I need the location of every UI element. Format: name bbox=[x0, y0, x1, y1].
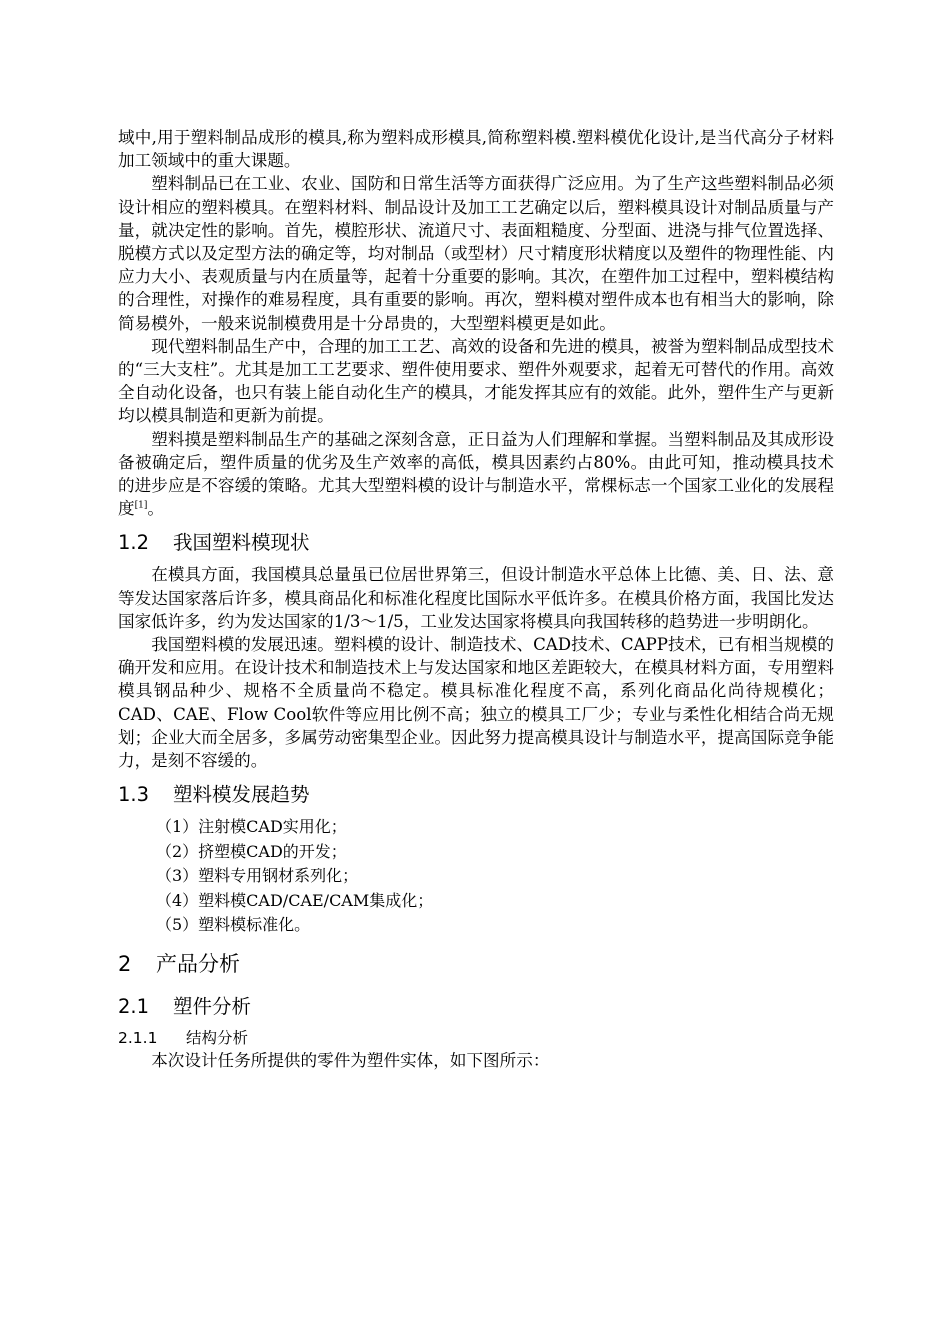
intro-paragraph-1: 域中,用于塑料制品成形的模具,称为塑料成形模具,简称塑料模.塑料模优化设计,是当代高分子材料加工领域中的重大课题。 bbox=[118, 128, 834, 171]
section-heading-1-2 bbox=[118, 530, 834, 556]
chapter-heading-2 bbox=[118, 950, 834, 978]
section-heading-2-1 bbox=[118, 994, 834, 1020]
trend-list bbox=[118, 815, 834, 938]
list-item: （4）塑料模CAD/CAE/CAM集成化； bbox=[156, 890, 434, 910]
section-number: 1.2 bbox=[118, 531, 150, 555]
section-heading-1-3 bbox=[118, 782, 834, 808]
document-page bbox=[118, 126, 834, 1072]
section-title: 塑件分析 bbox=[173, 994, 252, 1018]
chapter-title: 产品分析 bbox=[156, 951, 240, 976]
subsection-title: 结构分析 bbox=[186, 1028, 249, 1047]
section-number: 1.3 bbox=[118, 783, 150, 807]
subsection-number: 2.1.1 bbox=[118, 1028, 158, 1047]
list-item: （5）塑料模标准化。 bbox=[156, 915, 311, 935]
intro-paragraph-3: 现代塑料制品生产中，合理的加工工艺、高效的设备和先进的模具，被誉为塑料制品成型技术的“三大支柱”。尤其是加工工艺要求、塑件使用要求、塑件外观要求，起着无可替代的作用。高效全自动化设备，也只有装上能自动化生产的模具，才能发挥其应有的效能。此外，塑件生产与更新均以模具制造和更新为前提。 bbox=[118, 336, 834, 426]
list-item: （3）塑料专用钢材系列化； bbox=[156, 866, 359, 886]
section-number: 2.1 bbox=[118, 994, 150, 1018]
section-1-2-paragraph-1: 在模具方面，我国模具总量虽已位居世界第三，但设计制造水平总体上比德、美、日、法、意等发达国家落后许多，模具商品化和标准化程度比国际水平低许多。在模具价格方面，我国比发达国家低许多，约为发达国家的1/3～1/5，工业发达国家将模具向我国转移的趋势进一步明朗化。 bbox=[118, 565, 834, 631]
section-2-1-1-paragraph: 本次设计任务所提供的零件为塑件实体，如下图所示： bbox=[151, 1050, 550, 1070]
section-title: 我国塑料模现状 bbox=[173, 531, 310, 555]
section-title: 塑料模发展趋势 bbox=[173, 783, 310, 807]
list-item: （1）注射模CAD实用化； bbox=[156, 817, 347, 837]
section-1-2-paragraph-2: 我国塑料模的发展迅速。塑料模的设计、制造技术、CAD技术、CAPP技术，已有相当规模的确开发和应用。在设计技术和制造技术上与发达国家和地区差距较大，在模具材料方面，专用塑料模具钢品种少、规格不全质量尚不稳定。模具标准化程度不高，系列化商品化尚待规模化；CAD、CAE、Flow Cool软件等应用比例不高；独立的模具工厂少；专业与柔性化相结合尚无规划；企业大而全居多，多属劳动密集型企业。因此努力提高模具设计与制造水平，提高国际竞争能力，是刻不容缓的。 bbox=[118, 635, 834, 771]
intro-paragraph-4-text: 塑料摸是塑料制品生产的基础之深刻含意，正日益为人们理解和掌握。当塑料制品及其成形设备被确定后，塑件质量的优劣及生产效率的高低，模具因素约占80%。由此可知，推动模具技术的进步应是不容缓的策略。尤其大型塑料模的设计与制造水平，常棵标志一个国家工业化的发展程度 bbox=[118, 429, 834, 519]
intro-paragraph-4-end: 。 bbox=[147, 499, 164, 519]
citation-ref[interactable]: [1] bbox=[134, 500, 148, 511]
subsection-heading-2-1-1 bbox=[118, 1027, 834, 1049]
intro-paragraph-2: 塑料制品已在工业、农业、国防和日常生活等方面获得广泛应用。为了生产这些塑料制品必须设计相应的塑料模具。在塑料材料、制品设计及加工工艺确定以后，塑料模具设计对制品质量与产量，就决定性的影响。首先，模腔形状、流道尺寸、表面粗糙度、分型面、进浇与排气位置选择、脱模方式以及定型方法的确定等，均对制品（或型材）尺寸精度形状精度以及塑件的物理性能、内应力大小、表观质量与内在质量等，起着十分重要的影响。其次，在塑件加工过程中，塑料模结构的合理性，对操作的难易程度，具有重要的影响。再次，塑料模对塑件成本也有相当大的影响，除简易模外，一般来说制模费用是十分昂贵的，大型塑料模更是如此。 bbox=[118, 174, 834, 333]
chapter-number: 2 bbox=[118, 951, 132, 976]
list-item: （2）挤塑模CAD的开发； bbox=[156, 841, 347, 861]
intro-paragraph-4 bbox=[118, 428, 834, 521]
